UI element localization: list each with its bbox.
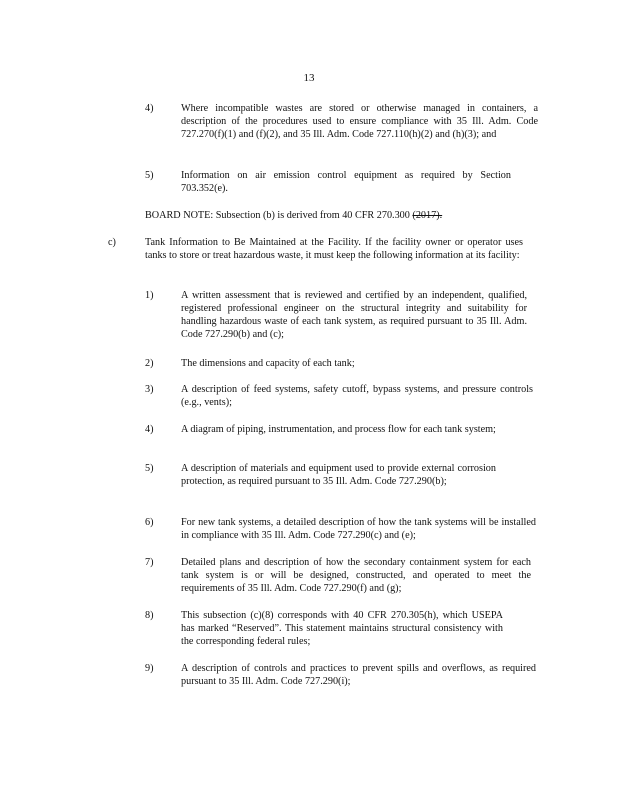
page-number: 13 — [303, 72, 315, 84]
item-label: 1) — [145, 290, 154, 301]
item-text: For new tank systems, a detailed description of how the tank systems will be installed in compliance with 35 Ill. Adm. Code 727.290(c) and (e); — [181, 517, 536, 541]
item-label: 9) — [145, 663, 154, 674]
board-note-text: BOARD NOTE: Subsection (b) is derived from 40 CFR 270.300 — [145, 210, 410, 221]
board-note-struck: (2017). — [412, 210, 443, 221]
item-text: Information on air emission control equipment as required by Section 703.352(e). — [181, 170, 511, 194]
item-text: This subsection (c)(8) corresponds with 40 CFR 270.305(h), which USEPA has marked “Reserved”. This statement maintains structural consistency with the corresponding federal rules; — [181, 610, 503, 647]
board-note — [145, 209, 525, 222]
item-label: 4) — [145, 103, 154, 114]
item-text: A description of controls and practices to prevent spills and overflows, as required pursuant to 35 Ill. Adm. Code 727.290(i); — [181, 663, 536, 687]
item-label: 6) — [145, 517, 154, 528]
item-label: 5) — [145, 463, 154, 474]
item-label: 8) — [145, 610, 154, 621]
item-text: Where incompatible wastes are stored or otherwise managed in containers, a description of the procedures used to ensure compliance with 35 Ill. Adm. Code 727.270(f)(1) and (f)(2), and 35 Ill. Adm. Code 727.110(h)(2) and (h)(3); and — [181, 103, 538, 140]
item-label: 3) — [145, 384, 154, 395]
item-label: 2) — [145, 358, 154, 369]
item-text: Detailed plans and description of how the secondary containment system for each tank system is or will be designed, constructed, and operated to meet the requirements of 35 Ill. Adm. Code 727.290(f) and (g); — [181, 557, 531, 594]
item-label: 5) — [145, 170, 154, 181]
item-text: The dimensions and capacity of each tank; — [181, 358, 355, 369]
item-label: 7) — [145, 557, 154, 568]
item-label: 4) — [145, 424, 154, 435]
item-text: A written assessment that is reviewed and certified by an independent, qualified, registered professional engineer on the structural integrity and suitability for handling hazardous waste of each tank system, as required pursuant to 35 Ill. Adm. Code 727.290(b) and (c); — [181, 290, 527, 340]
section-text: Tank Information to Be Maintained at the Facility. If the facility owner or operator uses tanks to store or treat hazardous waste, it must keep the following information at its facility: — [145, 237, 523, 261]
item-text: A diagram of piping, instrumentation, and process flow for each tank system; — [181, 424, 496, 435]
item-text: A description of materials and equipment used to provide external corrosion protection, as required pursuant to 35 Ill. Adm. Code 727.290(b); — [181, 463, 496, 487]
item-text: A description of feed systems, safety cutoff, bypass systems, and pressure controls (e.g., vents); — [181, 384, 533, 408]
section-label: c) — [108, 237, 116, 248]
